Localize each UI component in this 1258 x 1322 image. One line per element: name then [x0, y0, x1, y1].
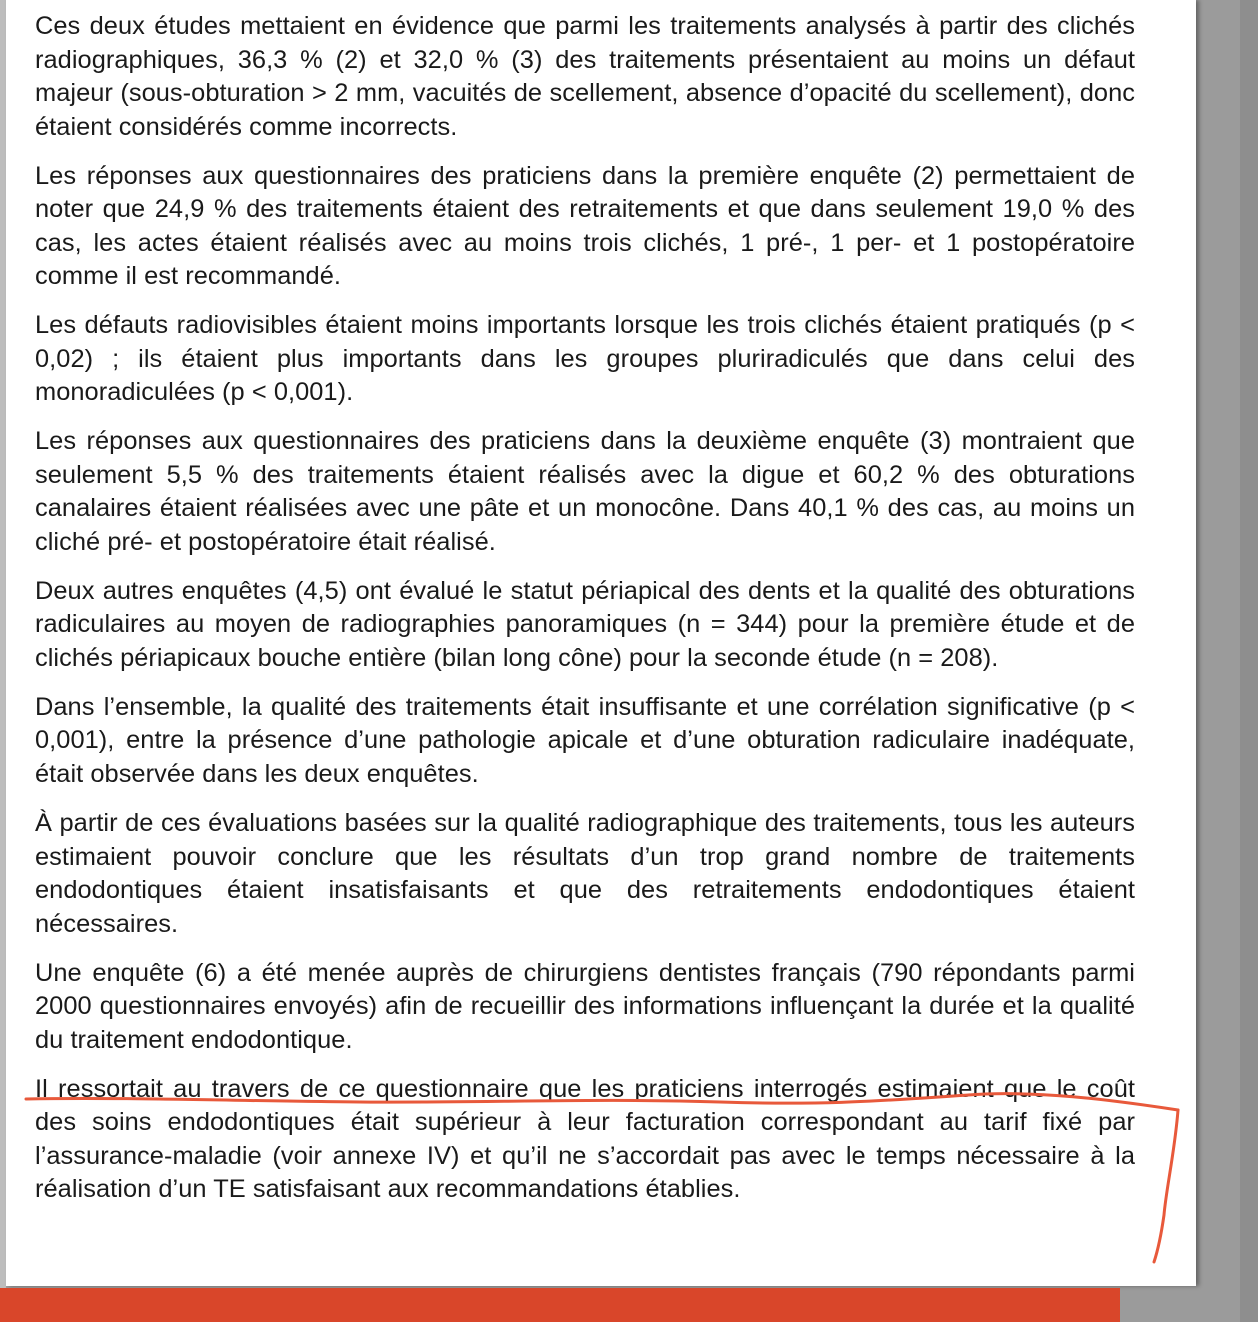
paragraph-4: Les réponses aux questionnaires des praticiens dans la deuxième enquête (3) montraient que seulement 5,5 % des traitements étaient réalisés avec la digue et 60,2 % des obturations canalaires étaient réalisées avec une pâte et un monocône. Dans 40,1 % des cas, au moins un cliché pré- et postopératoire était réalisé. — [35, 427, 1135, 556]
paragraph-3: Les défauts radiovisibles étaient moins importants lorsque les trois clichés étaient pratiqués (p < 0,02) ; ils étaient plus importants dans les groupes pluriradiculés que dans celui des monoradiculées (p < 0,001). — [35, 311, 1135, 407]
paragraph-6: Dans l’ensemble, la qualité des traitements était insuffisante et une corrélation significative (p < 0,001), entre la présence d’une pathologie apicale et d’une obturation radiculaire inadéquate, était observée dans les deux enquêtes. — [35, 692, 1135, 788]
paragraph-9: Il ressortait au travers de ce questionnaire que les praticiens interrogés estimaient que le coût des soins endodontiques était supérieur à leur facturation correspondant au tarif fixé par l’assurance-maladie (voir annexe IV) et qu’il ne s’accordait pas avec le temps nécessaire à la réalisation d’un TE satisfaisant aux recommandations établies. — [35, 1074, 1135, 1204]
paragraph-8: Une enquête (6) a été menée auprès de chirurgiens dentistes français (790 répondants parmi 2000 questionnaires envoyés) afin de recueillir des informations influençant la durée et la qualité du traitement endodontique. — [35, 958, 1135, 1054]
paragraph-5: Deux autres enquêtes (4,5) ont évalué le statut périapical des dents et la qualité des obturations radiculaires au moyen de radiographies panoramiques (n = 344) pour la première étude et de clichés périapicaux bouche entière (bilan long cône) pour la seconde étude (n = 208). — [35, 576, 1135, 672]
highlight-bar — [0, 1288, 1120, 1322]
document-text-column — [35, 10, 1135, 1222]
scrollbar-track[interactable] — [1240, 0, 1258, 1322]
document-page — [6, 0, 1196, 1286]
paragraph-1: Ces deux études mettaient en évidence que parmi les traitements analysés à partir des clichés radiographiques, 36,3 % (2) et 32,0 % (3) des traitements présentaient au moins un défaut majeur (sous-obturation > 2 mm, vacuités de scellement, absence d’opacité du scellement), donc étaient considérés comme incorrects. — [35, 12, 1135, 141]
paragraph-2: Les réponses aux questionnaires des praticiens dans la première enquête (2) permettaient de noter que 24,9 % des traitements étaient des retraitements et que dans seulement 19,0 % des cas, les actes étaient réalisés avec au moins trois clichés, 1 pré-, 1 per- et 1 postopératoire comme il est recommandé. — [35, 161, 1135, 291]
paragraph-7: À partir de ces évaluations basées sur la qualité radiographique des traitements, tous les auteurs estimaient pouvoir conclure que les résultats d’un trop grand nombre de traitements endodontiques étaient insatisfaisants et que des retraitements endodontiques étaient nécessaires. — [35, 809, 1135, 938]
